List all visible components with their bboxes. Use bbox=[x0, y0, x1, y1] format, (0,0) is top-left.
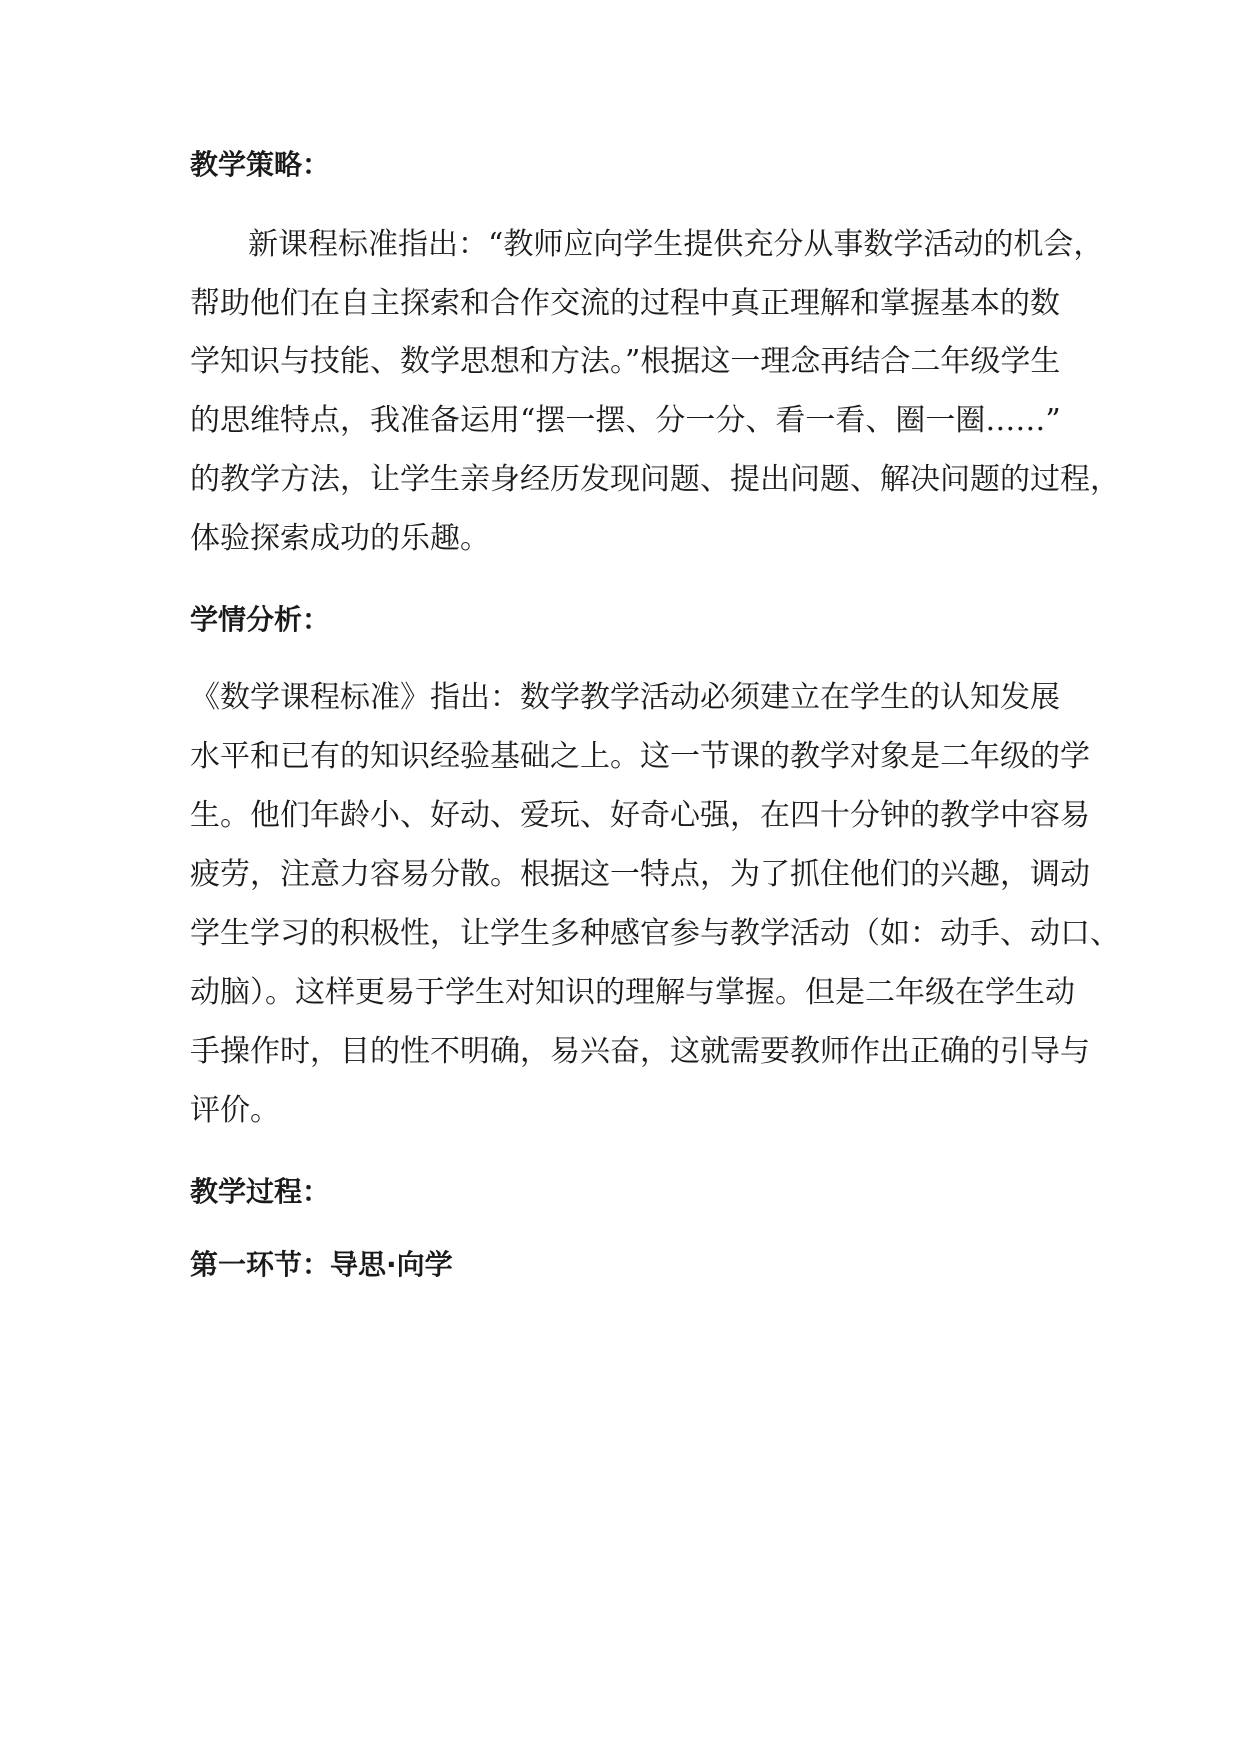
analysis-line-4: 疲劳，注意力容易分散。根据这一特点，为了抓住他们的兴趣，调动 bbox=[190, 857, 1090, 892]
strategy-line-2: 帮助他们在自主探索和合作交流的过程中真正理解和掌握基本的数 bbox=[190, 286, 1060, 321]
analysis-line-8: 评价。 bbox=[190, 1093, 280, 1128]
subheading-first-stage: 第一环节：导思·向学 bbox=[190, 1248, 453, 1281]
analysis-line-6: 动脑）。这样更易于学生对知识的理解与掌握。但是二年级在学生动 bbox=[190, 975, 1075, 1010]
heading-analysis: 学情分析： bbox=[190, 603, 331, 636]
strategy-line-6: 体验探索成功的乐趣。 bbox=[190, 521, 490, 556]
strategy-line-1: 新课程标准指出：“教师应向学生提供充分从事数学活动的机会， bbox=[248, 227, 1104, 262]
heading-strategy: 教学策略： bbox=[190, 148, 331, 181]
heading-process: 教学过程： bbox=[190, 1175, 331, 1208]
analysis-line-2: 水平和已有的知识经验基础之上。这一节课的教学对象是二年级的学 bbox=[190, 739, 1090, 774]
strategy-line-5: 的教学方法，让学生亲身经历发现问题、提出问题、解决问题的过程， bbox=[190, 462, 1120, 497]
strategy-line-4: 的思维特点，我准备运用“摆一摆、分一分、看一看、圈一圈……” bbox=[190, 403, 1061, 438]
analysis-line-5: 学生学习的积极性，让学生多种感官参与教学活动（如：动手、动口、 bbox=[190, 916, 1120, 951]
analysis-line-3: 生。他们年龄小、好动、爱玩、好奇心强，在四十分钟的教学中容易 bbox=[190, 798, 1090, 833]
analysis-line-1: 《数学课程标准》指出：数学教学活动必须建立在学生的认知发展 bbox=[190, 680, 1060, 715]
analysis-line-7: 手操作时，目的性不明确，易兴奋，这就需要教师作出正确的引导与 bbox=[190, 1034, 1090, 1069]
strategy-line-3: 学知识与技能、数学思想和方法。”根据这一理念再结合二年级学生 bbox=[190, 344, 1061, 379]
